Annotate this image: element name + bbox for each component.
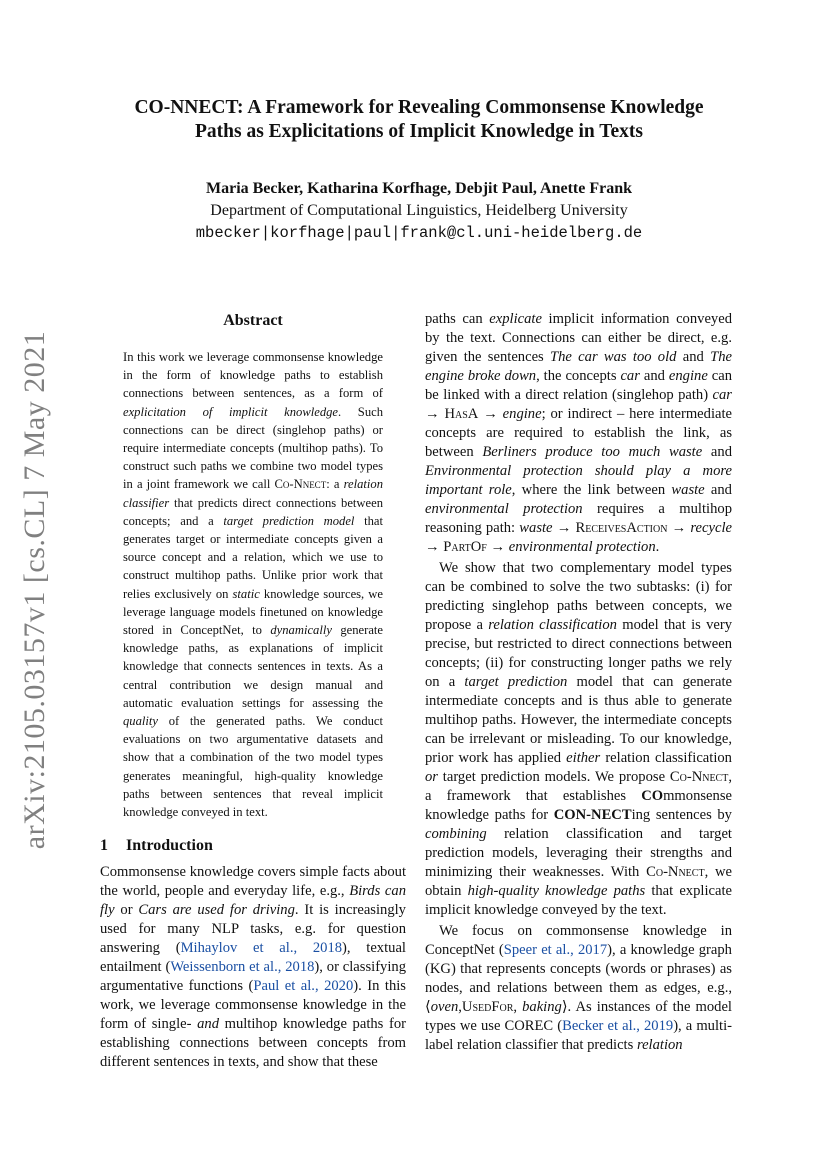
body-text: and xyxy=(704,482,732,498)
arrow-text: → xyxy=(552,520,576,536)
relation-label: UsedFor xyxy=(461,999,514,1015)
body-text: ), textual entailment ( xyxy=(100,940,406,976)
concept-text: engine xyxy=(668,368,708,384)
body-text: Commonsense knowledge covers simple facts about the world, people and everyday life, e.g., xyxy=(100,864,406,900)
body-text: ⟩. As instances of the model types we use COREC ( xyxy=(425,999,732,1034)
abstract-emphasis: target prediction model xyxy=(223,513,355,528)
body-paragraph-3 xyxy=(425,922,732,1055)
example-text: The car was too old xyxy=(550,349,677,365)
citation-link[interactable]: Becker et al., 2019 xyxy=(562,1018,674,1034)
abstract-text: : a xyxy=(326,477,344,492)
abstract-text: . Such connections can be direct (singlehop paths) or require intermediate concepts (multihop paths). To construct such paths we combine two model types in a joint framework we call xyxy=(123,404,383,492)
paper-header xyxy=(100,96,738,244)
body-text: multihop knowledge paths for establishing connections between concepts from different sentences in texts, and show that these xyxy=(100,1016,406,1071)
abstract-emphasis: quality xyxy=(123,714,158,729)
body-text: that explicate implicit knowledge conveyed by the text. xyxy=(425,883,732,918)
body-text: We show that two complementary model types can be combined to solve the two subtasks: (i) for predicting singlehop paths between concepts, we propose a xyxy=(425,560,732,633)
citation-link[interactable]: Mihaylov et al., 2018 xyxy=(180,940,343,957)
abstract-text: that predicts direct connections between concepts; and a xyxy=(123,495,383,528)
abstract-emphasis: dynamically xyxy=(270,623,332,638)
example-text: Berliners produce too much waste xyxy=(482,444,703,460)
example-text: Cars are used for driving xyxy=(138,902,295,919)
framework-name: Co-Nnect xyxy=(669,769,729,785)
body-text: , the concepts xyxy=(536,368,621,384)
emphasis-text: target prediction xyxy=(464,674,568,690)
body-text: model that can generate intermediate concepts and is thus able to generate multihop paths. However, the intermediate concepts can be irrelevant or misleading. To our knowledge, prior work has applied xyxy=(425,674,732,766)
body-text: ; or indirect – here intermediate concepts are required to establish the link, as between xyxy=(425,406,733,460)
title-line-2: Paths as Explicitations of Implicit Knowledge in Texts xyxy=(194,121,643,142)
arrow-text: → xyxy=(486,539,509,555)
body-text: target prediction models. We propose xyxy=(437,769,670,785)
abstract-body xyxy=(123,348,383,821)
section-number: 1 xyxy=(100,837,108,855)
emphasis-text: and xyxy=(197,1016,219,1033)
example-text: Environmental protection should play a more important role xyxy=(425,463,732,498)
body-text: can be linked with a direct relation (singlehop path) xyxy=(425,368,732,403)
abstract-heading: Abstract xyxy=(223,312,283,329)
body-text: , where the link between xyxy=(511,482,672,498)
abstract-emphasis: explicitation of implicit knowledge xyxy=(123,404,339,419)
abstract-text: of the generated paths. We conduct evaluations on two argumentative datasets and show that a combination of the two model types generates meaningful, high-quality knowledge paths between sentences that reveal implicit knowledge conveyed in text. xyxy=(123,714,383,820)
body-text: paths can xyxy=(425,311,490,327)
concept-text: car xyxy=(712,387,732,403)
body-text: implicit information conveyed by the text. Connections can either be direct, e.g. given the sentences xyxy=(425,311,732,365)
concept-text: oven xyxy=(430,999,459,1015)
body-text: , xyxy=(513,999,523,1015)
example-text: Birds can fly xyxy=(100,883,406,919)
concept-text: environmental protection xyxy=(425,501,583,517)
body-text: requires a multihop reasoning path: xyxy=(425,501,732,536)
concept-text: baking xyxy=(522,999,562,1015)
section-heading-introduction xyxy=(100,835,406,857)
body-text: relation classification and target prediction models, leveraging their strengths and minimizing their weaknesses. With xyxy=(425,826,732,880)
body-text: or xyxy=(114,902,139,919)
body-text: and xyxy=(639,368,669,384)
concept-text: engine xyxy=(502,406,542,422)
acronym-highlight: CO xyxy=(641,788,664,804)
concept-text: car xyxy=(620,368,640,384)
intro-paragraph xyxy=(100,863,406,1072)
arrow-text: → xyxy=(425,539,444,555)
arxiv-identifier xyxy=(10,310,60,870)
emphasis-text: explicate xyxy=(489,311,542,327)
abstract-text: In this work we leverage commonsense knowledge in the form of knowledge paths to establish connections between sentences, as a form of xyxy=(123,350,383,401)
arrow-text: → xyxy=(667,520,691,536)
relation-label: HasA xyxy=(444,406,479,422)
body-paragraph-2 xyxy=(425,559,732,920)
concept-text: waste xyxy=(519,520,553,536)
citation-link[interactable]: Weissenborn et al., 2018 xyxy=(170,959,315,976)
arxiv-identifier-text: arXiv:2105.03157v1 [cs.CL] 7 May 2021 xyxy=(18,330,51,850)
body-text: , a framework that establishes xyxy=(425,769,732,804)
body-text: We focus on commonsense knowledge in ConceptNet ( xyxy=(425,923,732,958)
framework-name: Co-Nnect xyxy=(646,864,705,880)
body-text: . It is increasingly used for many NLP tasks, e.g. for question answering ( xyxy=(100,902,406,957)
concept-text: environmental protection xyxy=(508,539,656,555)
title-line-1: CO-NNECT: A Framework for Revealing Commonsense Knowledge xyxy=(134,97,704,118)
abstract-text: knowledge sources, we leverage language models finetuned on knowledge stored in ConceptNet, to xyxy=(123,586,383,638)
body-text: ). In this work, we leverage commonsense knowledge in the form of single- xyxy=(100,978,406,1033)
citation-link[interactable]: Paul et al., 2020 xyxy=(253,978,354,995)
body-text: ing sentences by xyxy=(631,807,732,823)
concept-text: recycle xyxy=(690,520,733,536)
abstract-text: that generates target or intermediate concepts given a source concept and a relation, which we use to construct multihop paths. Unlike prior work that relies exclusively on xyxy=(123,513,383,601)
body-text: and xyxy=(702,444,732,460)
section-title: Introduction xyxy=(126,837,213,855)
body-text: ), or classifying argumentative functions ( xyxy=(100,959,407,995)
abstract-emphasis: static xyxy=(232,586,260,601)
emphasis-text: combining xyxy=(425,826,487,842)
left-column xyxy=(100,310,406,1072)
body-text: model that is very precise, but restricted to direct connections between concepts; (ii) for constructing longer paths we rely on a xyxy=(425,617,733,690)
body-text: relation classification xyxy=(600,750,732,766)
body-paragraph-1 xyxy=(425,310,732,557)
body-text: , xyxy=(458,999,462,1015)
framework-name: Co-Nnect xyxy=(274,477,327,492)
emphasis-text: high-quality knowledge paths xyxy=(467,883,646,899)
emphasis-text: relation classification xyxy=(488,617,617,633)
affiliation: Department of Computational Linguistics, Heidelberg University xyxy=(210,202,628,219)
author-emails: mbecker|korfhage|paul|frank@cl.uni-heidelberg.de xyxy=(195,224,643,242)
arrow-text: → xyxy=(478,406,503,422)
right-column xyxy=(425,310,732,1055)
relation-label: ReceivesAction xyxy=(575,520,668,536)
concept-text: waste xyxy=(671,482,705,498)
body-text: , we obtain xyxy=(425,864,732,899)
paper-title xyxy=(100,96,738,144)
abstract-text: generate knowledge paths, as explanations of implicit knowledge that connects sentences in texts. As a central contribution we design manual and automatic evaluation settings for assessing the xyxy=(123,623,384,710)
acronym-highlight: CON-NECT xyxy=(553,807,632,823)
arrow-text: → xyxy=(425,406,445,422)
emphasis-text: either xyxy=(566,750,601,766)
example-text: The engine broke down xyxy=(425,349,732,384)
abstract-emphasis: relation classifier xyxy=(123,477,383,510)
body-text: . xyxy=(655,539,660,555)
relation-label: PartOf xyxy=(443,539,487,555)
body-text: ), a knowledge graph (KG) that represents concepts (words or phrases) as nodes, and relations between them as edges, e.g., ⟨ xyxy=(425,942,732,1015)
emphasis-text: or xyxy=(425,769,438,785)
body-text: ), a multi-label relation classifier that predicts xyxy=(425,1018,732,1053)
citation-link[interactable]: Speer et al., 2017 xyxy=(503,942,608,958)
author-list: Maria Becker, Katharina Korfhage, Debjit Paul, Anette Frank xyxy=(205,180,633,197)
body-text: and xyxy=(676,349,711,365)
body-text: mmonsense knowledge paths for xyxy=(425,788,732,823)
emphasis-text: relation xyxy=(636,1037,683,1053)
